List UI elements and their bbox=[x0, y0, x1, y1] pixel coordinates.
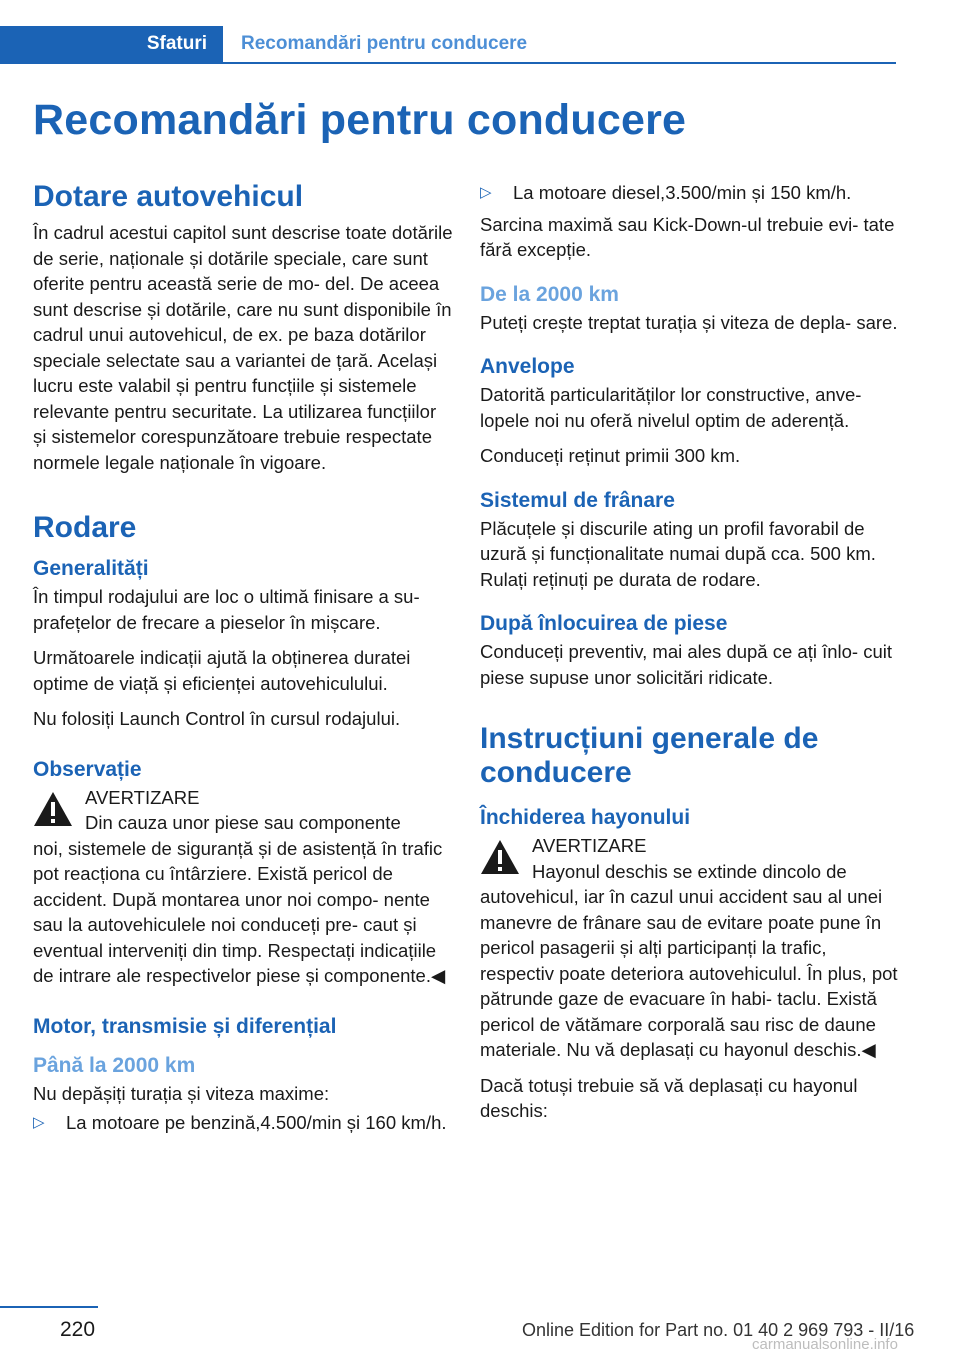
text-de-la-2000: Puteți crește treptat turația și viteza de depla‐ sare. bbox=[480, 311, 898, 333]
edition-text: Online Edition for Part no. 01 40 2 969 793 - II/16 bbox=[522, 1320, 915, 1340]
heading-observatie: Observație bbox=[33, 757, 142, 781]
list-item bbox=[33, 1110, 453, 1136]
text-generalitati-1: În timpul rodajului are loc o ultimă finisare a su‐ prafețelor de frecare a pieselor în mișcare. bbox=[33, 586, 420, 633]
bullet-text: La motoare pe benzină,4.500/min și 160 km/h. bbox=[66, 1112, 447, 1133]
left-column bbox=[33, 180, 453, 1146]
page-title: Recomandări pentru conducere bbox=[33, 96, 687, 144]
heading-franare: Sistemul de frânare bbox=[480, 488, 675, 512]
warning-text-rest: autovehicul, iar în cazul unui accident sau al unei manevre de frânare sau de evitare poate pune în pericol pasagerii și alți participanți la trafic, respectiv poate deteriora autovehiculul. În plus, pot pătrunde gaze de evacuare în habi‐ taclu. Există pericol de vătămare corporală sau risc de daune materiale. Nu vă deplasați cu hayonul deschis.◀ bbox=[480, 886, 898, 1060]
heading-de-la-2000: De la 2000 km bbox=[480, 282, 619, 306]
warning-text-first: Din cauza unor piese sau componente bbox=[85, 812, 401, 833]
bullet-list-left bbox=[33, 1110, 453, 1136]
warning-triangle-icon bbox=[480, 839, 520, 875]
heading-inchiderea-hayonului: Închiderea hayonului bbox=[480, 806, 691, 829]
bullet-text: La motoare diesel,3.500/min și 150 km/h. bbox=[513, 182, 852, 203]
text-anvelope-1: Datorită particularităților lor constructive, anve‐ lopele noi nu oferă nivelul optim de aderență. bbox=[480, 384, 862, 431]
list-item bbox=[480, 180, 900, 206]
text-anvelope-2: Conduceți reținut primii 300 km. bbox=[480, 445, 741, 466]
heading-dotare: Dotare autovehicul bbox=[33, 180, 304, 213]
watermark: carmanualsonline.info bbox=[752, 1336, 898, 1353]
text-pana-2000: Nu depășiți turația și viteza maxime: bbox=[33, 1082, 330, 1104]
heading-generalitati: Generalități bbox=[33, 557, 149, 580]
text-daca: Dacă totuși trebuie să vă deplasați cu hayonul deschis: bbox=[480, 1074, 858, 1121]
text-dotare: În cadrul acestui capitol sunt descrise toate dotările de serie, naționale și dotările speciale, care sunt oferite pentru această serie de mo‐ del. De aceea sunt descrise și dotările, care nu sunt disponibile în cadrul unui autovehicul, de ex. pe baza dotărilor speciale selectate sau a variantei de țară. Același lucru este valabil și pentru funcțiile și sistemele relevante pentru securitate. La utilizarea funcțiilor și sistemelor corespunzătoare trebuie respectate normele legale naționale în vigoare. bbox=[33, 222, 453, 473]
warning-box-right bbox=[480, 833, 900, 1063]
warning-text-first: Hayonul deschis se extinde dincolo de bbox=[532, 860, 847, 882]
text-franare: Plăcuțele și discurile ating un profil favorabil de uzură și funcționalitate numai după cca. 500 km. Rulați reținuți pe durata de rodare. bbox=[480, 517, 876, 590]
warning-title: AVERTIZARE bbox=[85, 786, 200, 808]
text-generalitati-3: Nu folosiți Launch Control în cursul rodajului. bbox=[33, 708, 401, 729]
warning-title: AVERTIZARE bbox=[532, 835, 647, 856]
heading-anvelope: Anvelope bbox=[480, 355, 575, 378]
right-column bbox=[480, 180, 900, 1134]
header-tabbar bbox=[0, 26, 896, 64]
triangle-right-icon: ▷ bbox=[33, 1114, 45, 1131]
bullet-list-right bbox=[480, 180, 900, 206]
text-dupa-inlocuire: Conduceți preventiv, mai ales după ce ați înlo‐ cuit piese supuse unor solicitări ridicate. bbox=[480, 641, 893, 688]
text-generalitati-2: Următoarele indicații ajută la obținerea duratei optime de viață și eficienței autovehiculului. bbox=[33, 647, 411, 694]
triangle-right-icon: ▷ bbox=[480, 184, 492, 201]
heading-motor: Motor, transmisie și diferențial bbox=[33, 1014, 337, 1038]
footer-line bbox=[0, 1306, 98, 1308]
breadcrumb[interactable]: Recomandări pentru conducere bbox=[241, 33, 528, 54]
heading-rodare: Rodare bbox=[33, 511, 137, 544]
warning-triangle-icon bbox=[33, 791, 73, 827]
warning-box-left bbox=[33, 785, 453, 989]
heading-dupa-inlocuire: După înlocuirea de piese bbox=[480, 612, 728, 635]
section-tab[interactable]: Sfaturi bbox=[0, 26, 223, 62]
page-number: 220 bbox=[60, 1318, 96, 1341]
text-sarcina: Sarcina maximă sau Kick-Down-ul trebuie evi‐ tate fără excepție. bbox=[480, 213, 895, 260]
heading-pana-2000: Până la 2000 km bbox=[33, 1053, 196, 1077]
heading-instructiuni: Instrucțiuni generale de conducere bbox=[480, 722, 819, 789]
warning-text-rest: noi, sistemele de siguranță și de asistență în trafic pot reacționa cu întârziere. Există pericol de accident. După montarea unor noi compo‐ nente sau la autovehiculele noi conduceți pre‐ caut și eventual interveniți din timp. Respectați indicațiile de intrare ale respectivelor piese și componente.◀ bbox=[33, 837, 446, 986]
